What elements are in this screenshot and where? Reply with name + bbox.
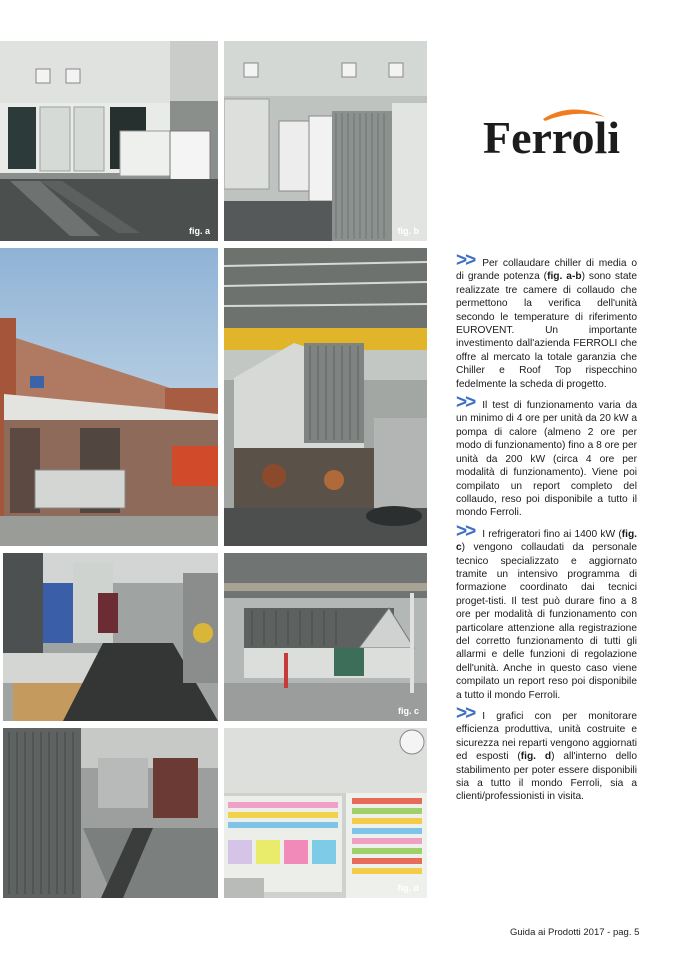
figure-label: fig. d [397,883,419,893]
paragraph [456,250,637,391]
photo-fig-b [224,41,427,241]
photo-fig-d [224,728,427,898]
figure-reference: fig. a-b [547,271,582,283]
paragraph-text: I refrigeratori fino ai 1400 kW ( [482,528,622,540]
photo-chiller-crane [224,248,427,546]
double-chevron-icon: >> [456,520,475,542]
figure-label: fig. c [397,706,419,716]
paragraph-text: Il test di funzionamento varia da un minimo di 4 ore per unità da 20 kW a pompa di calore (almeno 2 ore per modo di funzionamento) fino a 8 ore per unità da 200 kW (circa 4 ore per modalità di funzionamento). Viene poi compilato un report completo del collaudo, reso poi disponibile a tutto il mondo Ferroli. [456,400,637,519]
footer-text: Guida ai Prodotti 2017 - pag. [510,927,632,938]
photo-fig-a [0,41,218,241]
photo-fig-c [224,553,427,721]
photo-test-line [3,553,218,721]
double-chevron-icon: >> [456,392,475,414]
figure-label: fig. a [188,226,210,236]
figure-label: fig. b [397,226,419,236]
double-chevron-icon: >> [456,703,475,724]
logo-wordmark: Ferroli [483,112,621,163]
page-number: 5 [634,927,640,938]
paragraph-text: ) sono state realizzate tre camere di collaudo che permettono la verifica dell'unità secondo le temperature di riferimento EUROVENT. Un importante investimento dall'azienda FERROLI che offre al mercato la totale garanzia che Chiller e Roof Top rispecchino fedelmente la scheda di progetto. [456,271,637,390]
paragraph [456,392,637,520]
page-footer [510,927,639,938]
paragraph-text: ) all'interno dello stabilimento per poter essere disponibili sia a tutto il mondo Ferroli, sia a clienti/professionisti in visita. [456,751,637,803]
paragraph-text: I grafici con per monitorare efficienza produttiva, unità costruite e sicurezza nei reparti vengono aggiornati ed esposti ( [456,711,637,763]
figure-reference: fig. d [520,751,552,763]
photo-building [0,248,218,546]
figure-reference: fig. c [456,528,637,554]
article-text [456,250,637,811]
photo-factory-floor [3,728,218,898]
paragraph-text: ) vengono collaudati da personale tecnico specializzato e aggiornato tramite un intensivo programma di formazione coordinato dai tecnici proget-tisti. Il test può durare fino a 8 ore per modalità di funzionamento con particolare attenzione alla registrazione del corretto funzionamento di tutti gli allarmi e delle funzioni di regolazione dell'unità. Anche in questo caso viene compilato un report reso poi disponibile a tutto il mondo Ferroli. [456,542,637,701]
paragraph [456,703,637,804]
paragraph [456,520,637,702]
double-chevron-icon: >> [456,250,475,271]
ferroli-logo [483,105,621,167]
paragraph-text: Per collaudare chiller di media o di grande potenza ( [456,258,637,283]
